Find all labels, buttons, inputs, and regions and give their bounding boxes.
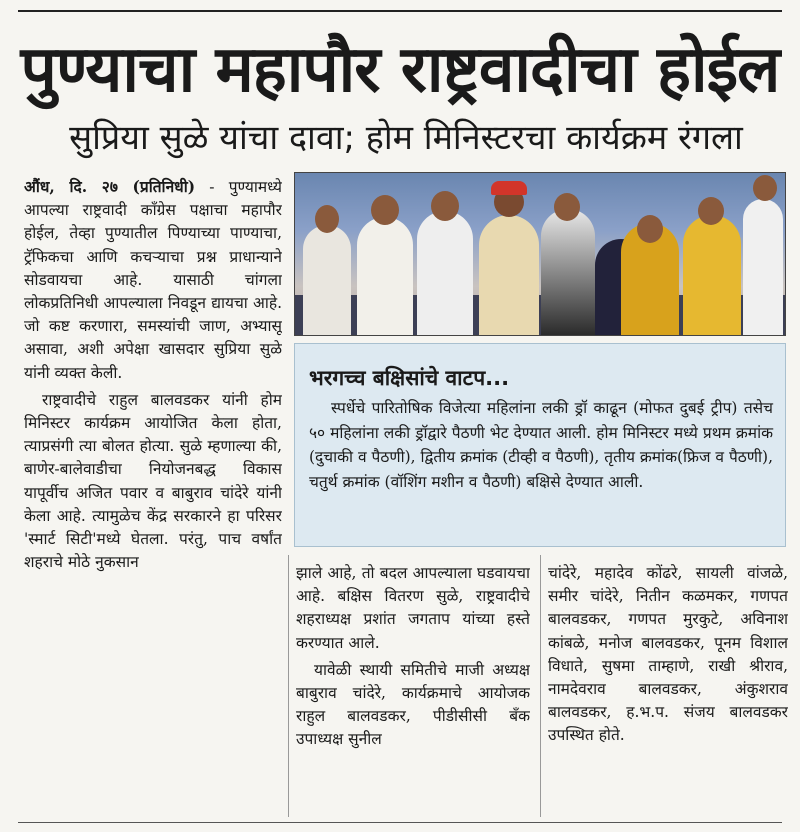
person-head [315,205,339,233]
person-head [698,197,724,225]
boxout-body [309,396,773,494]
article-column-3 [548,562,788,812]
article-para-5: चांदेरे, महादेव कोंढरे, सायली वांजळे, समीर चांदेरे, नितीन कळमकर, गणपत बालवडकर, गणपत मुरकुटे, अविनाश कांबळे, मनोज बालवडकर, पूनम विशाल विधाते, सुषमा ताम्हाणे, राखी श्रीराव, नामदेवराव बालवडकर, अंकुशराव बालवडकर, ह.भ.प. संजय बालवडकर उपस्थित होते. [548,564,788,745]
article-para-1: - पुण्यामध्ये आपल्या राष्ट्रवादी काँग्रेस पक्षाचा महापौर होईल, तेव्हा पुण्यातील पिण्याच्या पाण्याचा, ट्रॅफिकचा आणि कचऱ्याचा प्रश्न प्राधान्याने सोडवायचा आहे. यासाठी चांगला लोकप्रतिनिधी आपल्याला निवडून द्यायचा आहे. जो कष्ट करणारा, समस्यांची जाण, अभ्यासू असावा, अशी अपेक्षा खासदार सुप्रिया सुळे यांनी व्यक्त केली. [24,178,282,382]
person-figure [683,215,741,335]
person-head [753,175,777,201]
boxout-title: भरगच्च बक्षिसांचे वाटप... [309,366,510,390]
person-figure [357,217,413,335]
person-figure [479,215,539,335]
column-divider [540,555,541,817]
headline: पुण्याचा महापौर राष्ट्रवादीचा होईल [20,33,780,107]
person-head [431,191,459,221]
person-figure [417,211,473,335]
dateline: औंध, दि. २७ (प्रतिनिधी) [24,177,196,196]
article-column-2 [296,562,530,812]
bottom-rule [18,822,782,823]
article-para-4: यावेळी स्थायी समितीचे माजी अध्यक्ष बाबुराव चांदेरे, कार्यक्रमाचे आयोजक राहुल बालवडकर, पीडीसीसी बँक उपाध्यक्ष सुनील [296,660,530,749]
column-divider [288,555,289,817]
person-head [554,193,580,221]
article-intro [24,175,282,385]
event-photo [294,172,786,336]
person-figure [303,225,351,335]
turban [491,181,527,195]
article-column-1 [24,175,282,815]
subheadline: सुप्रिया सुळे यांचा दावा; होम मिनिस्टरचा कार्यक्रम रंगला [69,118,743,158]
boxout-text: स्पर्धेचे पारितोषिक विजेत्या महिलांना लकी ड्रॉ काढून (मोफत दुबई ट्रीप) तसेच ५० महिलांना लकी ड्रॉद्वारे पैठणी भेट देण्यात आली. होम मिनिस्टर मध्ये प्रथम क्रमांक (दुचाकी व पैठणी), द्वितीय क्रमांक (टीव्ही व पैठणी), तृतीय क्रमांक(फ्रिज व पैठणी), चतुर्थ क्रमांक (वॉशिंग मशीन व पैठणी) बक्षिसे देण्यात आली. [309,399,773,491]
article-para-3: झाले आहे, तो बदल आपल्याला घडवायचा आहे. बक्षिस वितरण सुळे, राष्ट्रवादीचे शहराध्यक्ष प्रशांत जगताप यांच्या हस्ते करण्यात आले. [296,564,530,652]
person-head [371,195,399,225]
top-rule [18,10,782,12]
prize-boxout [294,343,786,547]
person-head [637,215,663,243]
person-figure [541,209,595,335]
article-para-2: राष्ट्रवादीचे राहुल बालवडकर यांनी होम मिनिस्टर कार्यक्रम आयोजित केला होता, त्याप्रसंगी त्या बोलत होत्या. सुळे म्हणाल्या की, बाणेर-बालेवाडीचा नियोजनबद्ध विकास यापूर्वीच अजित पवार व बाबुराव चांदेरे यांनी केला आहे. त्यामुळेच केंद्र सरकारने हा परिसर 'स्मार्ट सिटी'मध्ये घेतला. परंतु, पाच वर्षांत शहराचे मोठे नुकसान [24,390,282,572]
person-figure [743,199,783,335]
